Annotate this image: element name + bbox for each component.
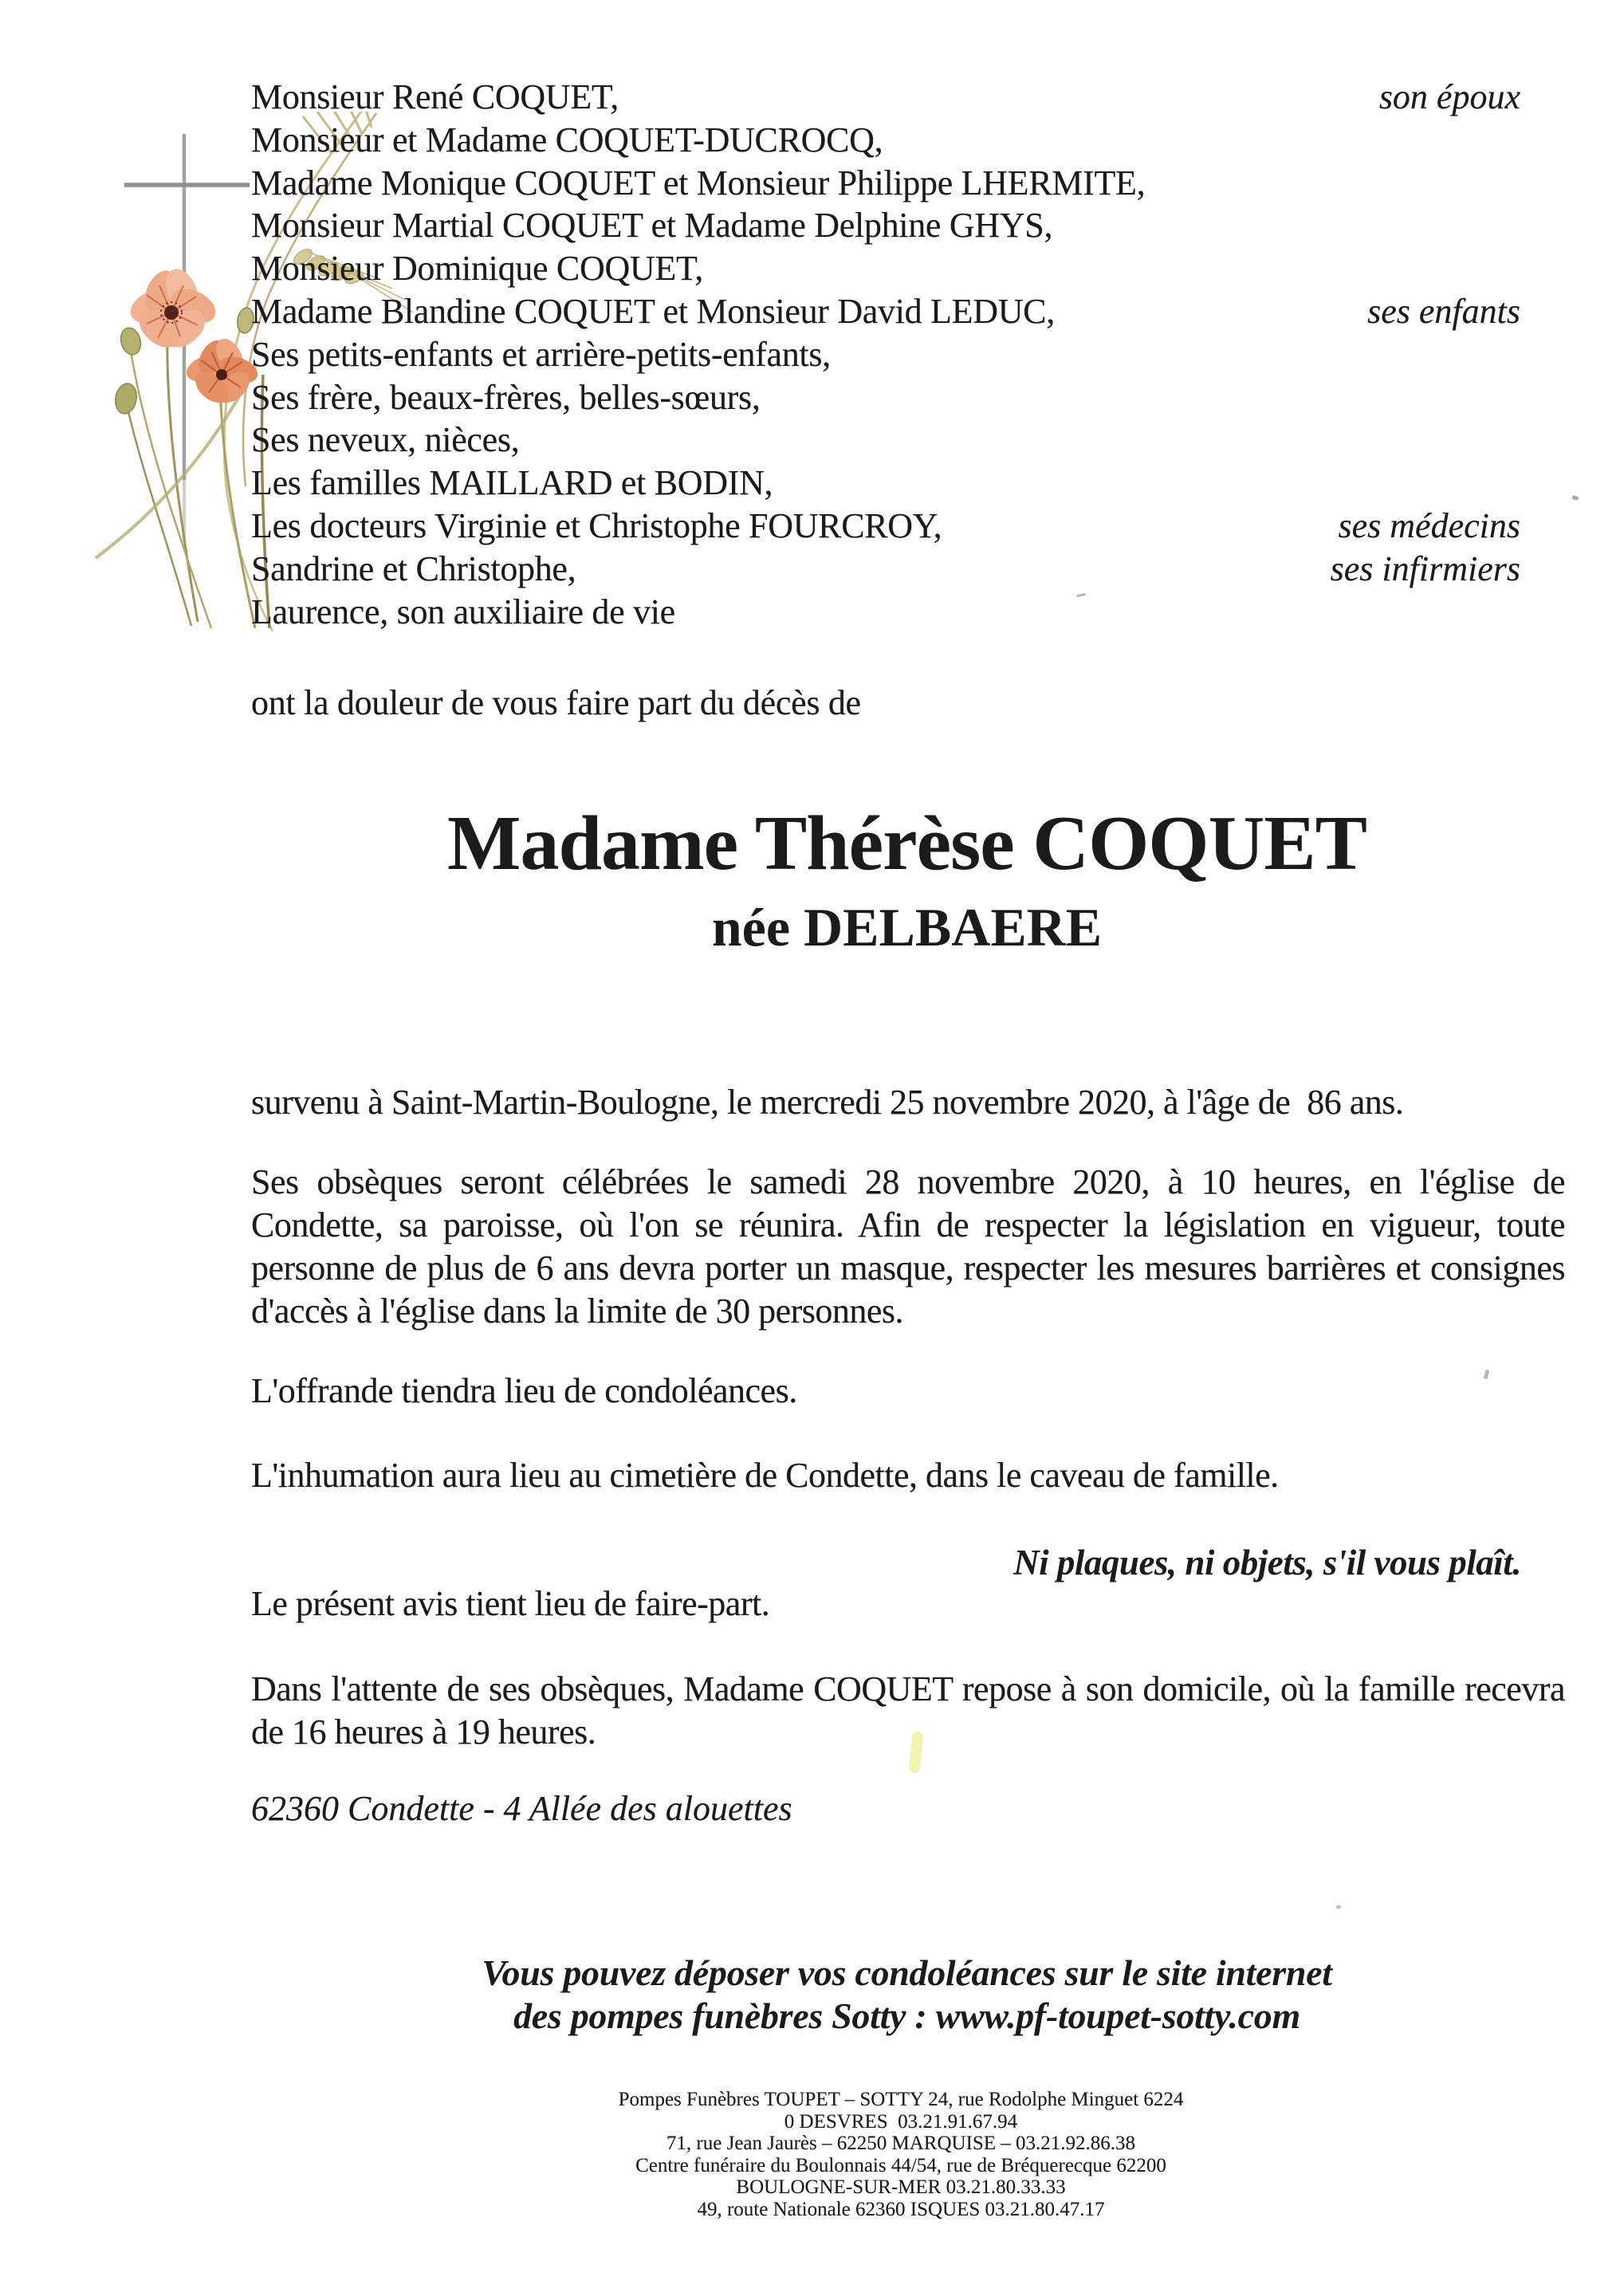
funeral-details: Ses obsèques seront célébrées le samedi 28 novembre 2020, à 10 heures, en l'église de Condette, sa paroisse, où l'on se réunira. Afin de respecter la législation en vigueur, toute personne de plus de 6 ans devra porter un masque, respecter les mesures barrières et consignes d'accès à l'église dans la limite de 30 personnes.	[251, 1162, 1565, 1331]
maiden-name: née DELBAERE	[711, 897, 1103, 957]
family-line-text: Madame Monique COQUET et Monsieur Philippe LHERMITE,	[251, 163, 1146, 202]
footer-line: 71, rue Jean Jaurès – 62250 MARQUISE – 03.21.92.86.38	[666, 2133, 1136, 2155]
condolences-line: des pompes funèbres Sotty : www.pf-toupet-sotty.com	[513, 1995, 1300, 2036]
family-line	[251, 548, 1520, 591]
family-line-text: Monsieur René COQUET,	[251, 77, 619, 116]
condolences-line: Vous pouvez déposer vos condoléances sur le site internet	[482, 1952, 1332, 1993]
relationship-label: ses médecins	[1338, 505, 1520, 545]
footer-line: Centre funéraire du Boulonnais 44/54, rue de Bréquerecque 62200	[635, 2154, 1166, 2176]
family-line	[251, 591, 1520, 634]
condolences-invite	[251, 1952, 1563, 2038]
family-line-text: Laurence, son auxiliaire de vie	[251, 592, 675, 631]
footer-line: 49, route Nationale 62360 ISQUES 03.21.80.47.17	[697, 2198, 1105, 2220]
footer-line: 0 DESVRES 03.21.91.67.94	[784, 2110, 1018, 2133]
deceased-name: Madame Thérèse COQUET	[446, 800, 1367, 887]
family-line	[251, 333, 1520, 376]
family-line	[251, 204, 1520, 247]
family-line-text: Sandrine et Christophe,	[251, 548, 576, 588]
family-line-text: Monsieur Martial COQUET et Madame Delphine GHYS,	[251, 206, 1053, 246]
relationship-label: son époux	[1378, 77, 1520, 116]
home-address: 62360 Condette - 4 Allée des alouettes	[251, 1789, 792, 1828]
family-line-text: Monsieur Dominique COQUET,	[251, 249, 703, 289]
family-list	[251, 76, 1520, 633]
burial-line: L'inhumation aura lieu au cimetière de Condette, dans le caveau de famille.	[251, 1456, 1279, 1495]
relationship-label: ses infirmiers	[1330, 548, 1520, 588]
scan-artifact	[1571, 495, 1579, 501]
family-line	[251, 376, 1520, 419]
family-line-text: Madame Blandine COQUET et Monsieur David LEDUC,	[251, 291, 1055, 331]
footer-line: BOULOGNE-SUR-MER 03.21.80.33.33	[736, 2176, 1066, 2199]
family-line	[251, 162, 1520, 205]
family-line-text: Ses frère, beaux-frères, belles-sœurs,	[251, 377, 761, 417]
family-line	[251, 247, 1520, 290]
family-line-text: Ses petits-enfants et arrière-petits-enfants,	[251, 334, 831, 374]
family-line-text: Les docteurs Virginie et Christophe FOURCROY,	[251, 505, 942, 545]
offering-line: L'offrande tiendra lieu de condoléances.	[251, 1371, 797, 1410]
funeral-home-footer	[251, 2089, 1551, 2221]
family-line	[251, 505, 1520, 548]
no-plaques-line: Ni plaques, ni objets, s'il vous plaît.	[1013, 1543, 1521, 1582]
family-line-text: Ses neveux, nièces,	[251, 420, 520, 460]
footer-line: Pompes Funèbres TOUPET – SOTTY 24, rue Rodolphe Minguet 6224	[618, 2089, 1184, 2110]
scan-artifact	[1336, 1905, 1341, 1909]
family-line	[251, 419, 1520, 462]
poppy-flower-icon	[183, 334, 261, 409]
notice-line: Le présent avis tient lieu de faire-part.	[251, 1584, 770, 1623]
wake-details: Dans l'attente de ses obsèques, Madame COQUET repose à son domicile, où la famille recevra de 16 heures à 19 heures.	[251, 1669, 1565, 1751]
family-line-text: Les familles MAILLARD et BODIN,	[251, 463, 773, 503]
intro-line: ont la douleur de vous faire part du décès de	[251, 683, 861, 722]
family-line	[251, 119, 1520, 162]
death-details: survenu à Saint-Martin-Boulogne, le mercredi 25 novembre 2020, à l'âge de 86 ans.	[251, 1083, 1404, 1122]
family-line	[251, 290, 1520, 333]
family-line	[251, 76, 1520, 119]
family-line-text: Monsieur et Madame COQUET-DUCROCQ,	[251, 120, 883, 159]
family-line	[251, 462, 1520, 505]
relationship-label: ses enfants	[1367, 291, 1520, 331]
